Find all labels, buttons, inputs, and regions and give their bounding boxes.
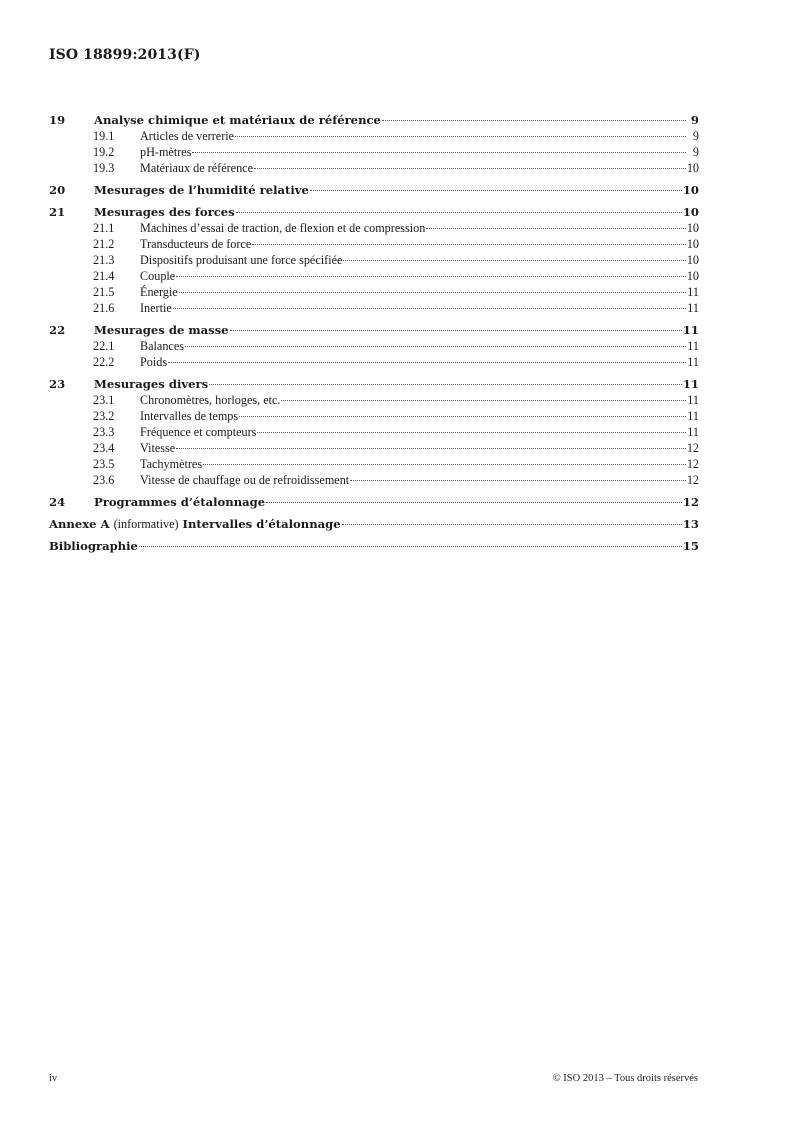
- toc-title: Analyse chimique et matériaux de référence: [94, 113, 381, 127]
- toc-page: 11: [682, 377, 699, 391]
- page-number: iv: [49, 1073, 58, 1084]
- toc-entry-annex-a[interactable]: [49, 516, 699, 532]
- toc-title: Tachymètres: [140, 457, 203, 471]
- toc-number: 21.5: [93, 285, 115, 299]
- toc-page: 15: [682, 539, 699, 553]
- toc-page: 11: [687, 339, 699, 353]
- toc-number: 23.6: [93, 473, 115, 487]
- toc-title: Matériaux de référence: [140, 161, 253, 175]
- toc-title: Bibliographie: [49, 539, 138, 553]
- toc-number: 19.1: [93, 129, 115, 143]
- dot-leader: [203, 454, 686, 465]
- toc-page: 10: [686, 221, 699, 235]
- toc-title: Transducteurs de force: [140, 237, 252, 251]
- toc-number: 19.3: [93, 161, 115, 175]
- toc-page: 11: [687, 409, 699, 423]
- toc-page: 12: [686, 441, 699, 455]
- toc-page: 10: [682, 205, 699, 219]
- toc-title: Vitesse de chauffage ou de refroidissement: [140, 473, 350, 487]
- toc-title: Programmes d’étalonnage: [94, 495, 266, 509]
- toc-title: Articles de verrerie: [140, 129, 235, 143]
- toc-entry-bibliography[interactable]: [49, 538, 699, 554]
- dot-leader: [382, 110, 686, 121]
- toc-page: 10: [686, 237, 699, 251]
- dot-leader: [192, 142, 686, 153]
- dot-leader: [139, 536, 682, 547]
- toc-number: 22.2: [93, 355, 115, 369]
- toc-title: Chronomètres, horloges, etc.: [140, 393, 281, 407]
- toc-number: 21.1: [93, 221, 115, 235]
- dot-leader: [176, 438, 686, 449]
- dot-leader: [236, 202, 682, 213]
- toc-number: 21.3: [93, 253, 115, 267]
- annex-label: Annexe A: [49, 517, 110, 531]
- toc-page: 11: [687, 425, 699, 439]
- toc-page: 10: [686, 253, 699, 267]
- toc-page: 11: [687, 393, 699, 407]
- copyright-notice: © ISO 2013 – Tous droits réservés: [552, 1073, 698, 1084]
- toc-title: Énergie: [140, 285, 178, 299]
- toc-number: 22: [49, 323, 66, 337]
- toc-page: 9: [690, 113, 699, 127]
- annex-kind: (informative): [113, 517, 179, 531]
- document-id-header: ISO 18899:2013(F): [49, 47, 201, 63]
- toc-page: 10: [686, 269, 699, 283]
- toc-entry-23-6[interactable]: [49, 472, 699, 488]
- dot-leader: [209, 374, 682, 385]
- dot-leader: [342, 514, 682, 525]
- dot-leader: [281, 390, 686, 401]
- dot-leader: [230, 320, 682, 331]
- dot-leader: [239, 406, 686, 417]
- toc-page: 10: [686, 161, 699, 175]
- toc-title: Vitesse: [140, 441, 176, 455]
- toc-number: 21.2: [93, 237, 115, 251]
- toc-title: Balances: [140, 339, 184, 353]
- toc-title: Fréquence et compteurs: [140, 425, 257, 439]
- toc-title: Mesurages de masse: [94, 323, 229, 337]
- toc-page: 12: [686, 473, 699, 487]
- toc-title: Poids: [140, 355, 168, 369]
- dot-leader: [179, 282, 686, 293]
- toc-number: 19: [49, 113, 66, 127]
- toc-title: Machines d’essai de traction, de flexion et de compression: [140, 221, 426, 235]
- toc-number: 21.4: [93, 269, 115, 283]
- table-of-contents: [49, 112, 699, 554]
- toc-page: 9: [692, 145, 699, 159]
- toc-number: 23.4: [93, 441, 115, 455]
- toc-page: 11: [687, 301, 699, 315]
- toc-number: 23.5: [93, 457, 115, 471]
- dot-leader: [310, 180, 682, 191]
- dot-leader: [426, 218, 686, 229]
- dot-leader: [254, 158, 686, 169]
- toc-number: 19.2: [93, 145, 115, 159]
- toc-page: 13: [682, 517, 699, 531]
- toc-page: 10: [682, 183, 699, 197]
- dot-leader: [266, 492, 682, 503]
- toc-title: Dispositifs produisant une force spécifiée: [140, 253, 343, 267]
- toc-title: Inertie: [140, 301, 172, 315]
- toc-number: 21.6: [93, 301, 115, 315]
- toc-entry-21-6[interactable]: [49, 300, 699, 316]
- dot-leader: [185, 336, 686, 347]
- toc-page: 11: [682, 323, 699, 337]
- toc-title: pH-mètres: [140, 145, 192, 159]
- dot-leader: [173, 298, 686, 309]
- toc-number: 22.1: [93, 339, 115, 353]
- toc-page: 12: [686, 457, 699, 471]
- toc-title: Couple: [140, 269, 176, 283]
- dot-leader: [252, 234, 686, 245]
- toc-number: 20: [49, 183, 66, 197]
- toc-entry-24[interactable]: [49, 494, 699, 510]
- toc-number: 23.1: [93, 393, 115, 407]
- toc-number: 23.2: [93, 409, 115, 423]
- toc-title: Mesurages divers: [94, 377, 209, 391]
- toc-entry-20[interactable]: [49, 182, 699, 198]
- toc-page: 9: [692, 129, 699, 143]
- dot-leader: [176, 266, 686, 277]
- toc-entry-22-2[interactable]: [49, 354, 699, 370]
- toc-number: 23.3: [93, 425, 115, 439]
- toc-number: 23: [49, 377, 66, 391]
- toc-entry-19-3[interactable]: [49, 160, 699, 176]
- toc-number: 24: [49, 495, 66, 509]
- toc-title: Mesurages des forces: [94, 205, 235, 219]
- toc-page: 11: [687, 285, 699, 299]
- dot-leader: [168, 352, 686, 363]
- toc-title: Intervalles d’étalonnage: [182, 517, 341, 531]
- toc-number: 21: [49, 205, 66, 219]
- toc-page: 12: [682, 495, 699, 509]
- dot-leader: [343, 250, 685, 261]
- dot-leader: [350, 470, 686, 481]
- toc-title: Mesurages de l’humidité relative: [94, 183, 309, 197]
- toc-title: Intervalles de temps: [140, 409, 239, 423]
- dot-leader: [257, 422, 686, 433]
- dot-leader: [235, 126, 686, 137]
- toc-page: 11: [687, 355, 699, 369]
